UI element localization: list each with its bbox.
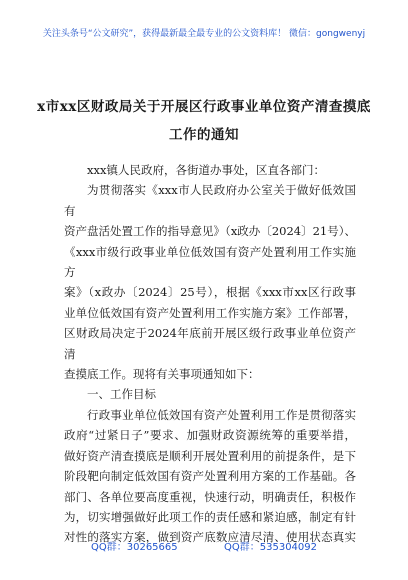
paragraph-1-line: 为贯彻落实《xxx市人民政府办公室关于做好低效国有	[64, 183, 356, 218]
footer-qq-group-1: QQ群：30265665	[90, 542, 178, 553]
footer-qq-group-2: QQ群：535304092	[224, 542, 318, 553]
paragraph-2-line: 阶段靶向制定低效国有资产处置利用方案的工作基础。各	[64, 469, 356, 484]
document-title-line-1: x市xx区财政局关于开展区行政事业单位资产清查摸底	[37, 99, 371, 115]
paragraph-1-line: 业单位低效国有资产处置利用工作实施方案》工作部署，	[64, 305, 356, 320]
paragraph-2-line: 部门、各单位要高度重视，快速行动，明确责任，积极作	[64, 489, 356, 504]
paragraph-2-line: 为，切实增强做好此项工作的责任感和紧迫感，制定有针	[64, 509, 356, 524]
paragraph-2-line: 行政事业单位低效国有资产处置利用工作是贯彻落实	[87, 407, 356, 422]
paragraph-1-line: 案》（x政办〔2024〕25号），根据《xxx市xx区行政事	[64, 285, 356, 300]
document-title-line-2: 工作的通知	[169, 127, 239, 143]
paragraph-2-line: 做好资产清查摸底是顺利开展处置利用的前提条件，是下	[64, 448, 356, 463]
paragraph-2-line: 政府“过紧日子”要求、加强财政资源统筹的重要举措，	[64, 428, 356, 443]
salutation: xxx镇人民政府，各街道办事处，区直各部门：	[87, 163, 325, 177]
paragraph-2-line: 对性的落实方案，做到资产底数应清尽清、使用状态真实	[64, 530, 356, 545]
paragraph-1-line: 查摸底工作。现将有关事项通知如下：	[64, 367, 260, 382]
paragraph-1-line: 资产盘活处置工作的指导意见》（x政办〔2024〕21号）、	[64, 224, 356, 239]
section-heading-1: 一、工作目标	[87, 387, 156, 402]
paragraph-1-line: 《xxx市级行政事业单位低效国有资产处置利用工作实施方	[64, 244, 356, 280]
header-banner: 关注头条号“公文研究”，获得最新最全最专业的公文资料库！ 微信：gongwenyj	[42, 29, 366, 39]
document-body	[64, 160, 356, 548]
paragraph-1-line: 区财政局决定于2024年底前开展区级行政事业单位资产清	[64, 326, 356, 361]
footer-contacts	[0, 538, 408, 553]
